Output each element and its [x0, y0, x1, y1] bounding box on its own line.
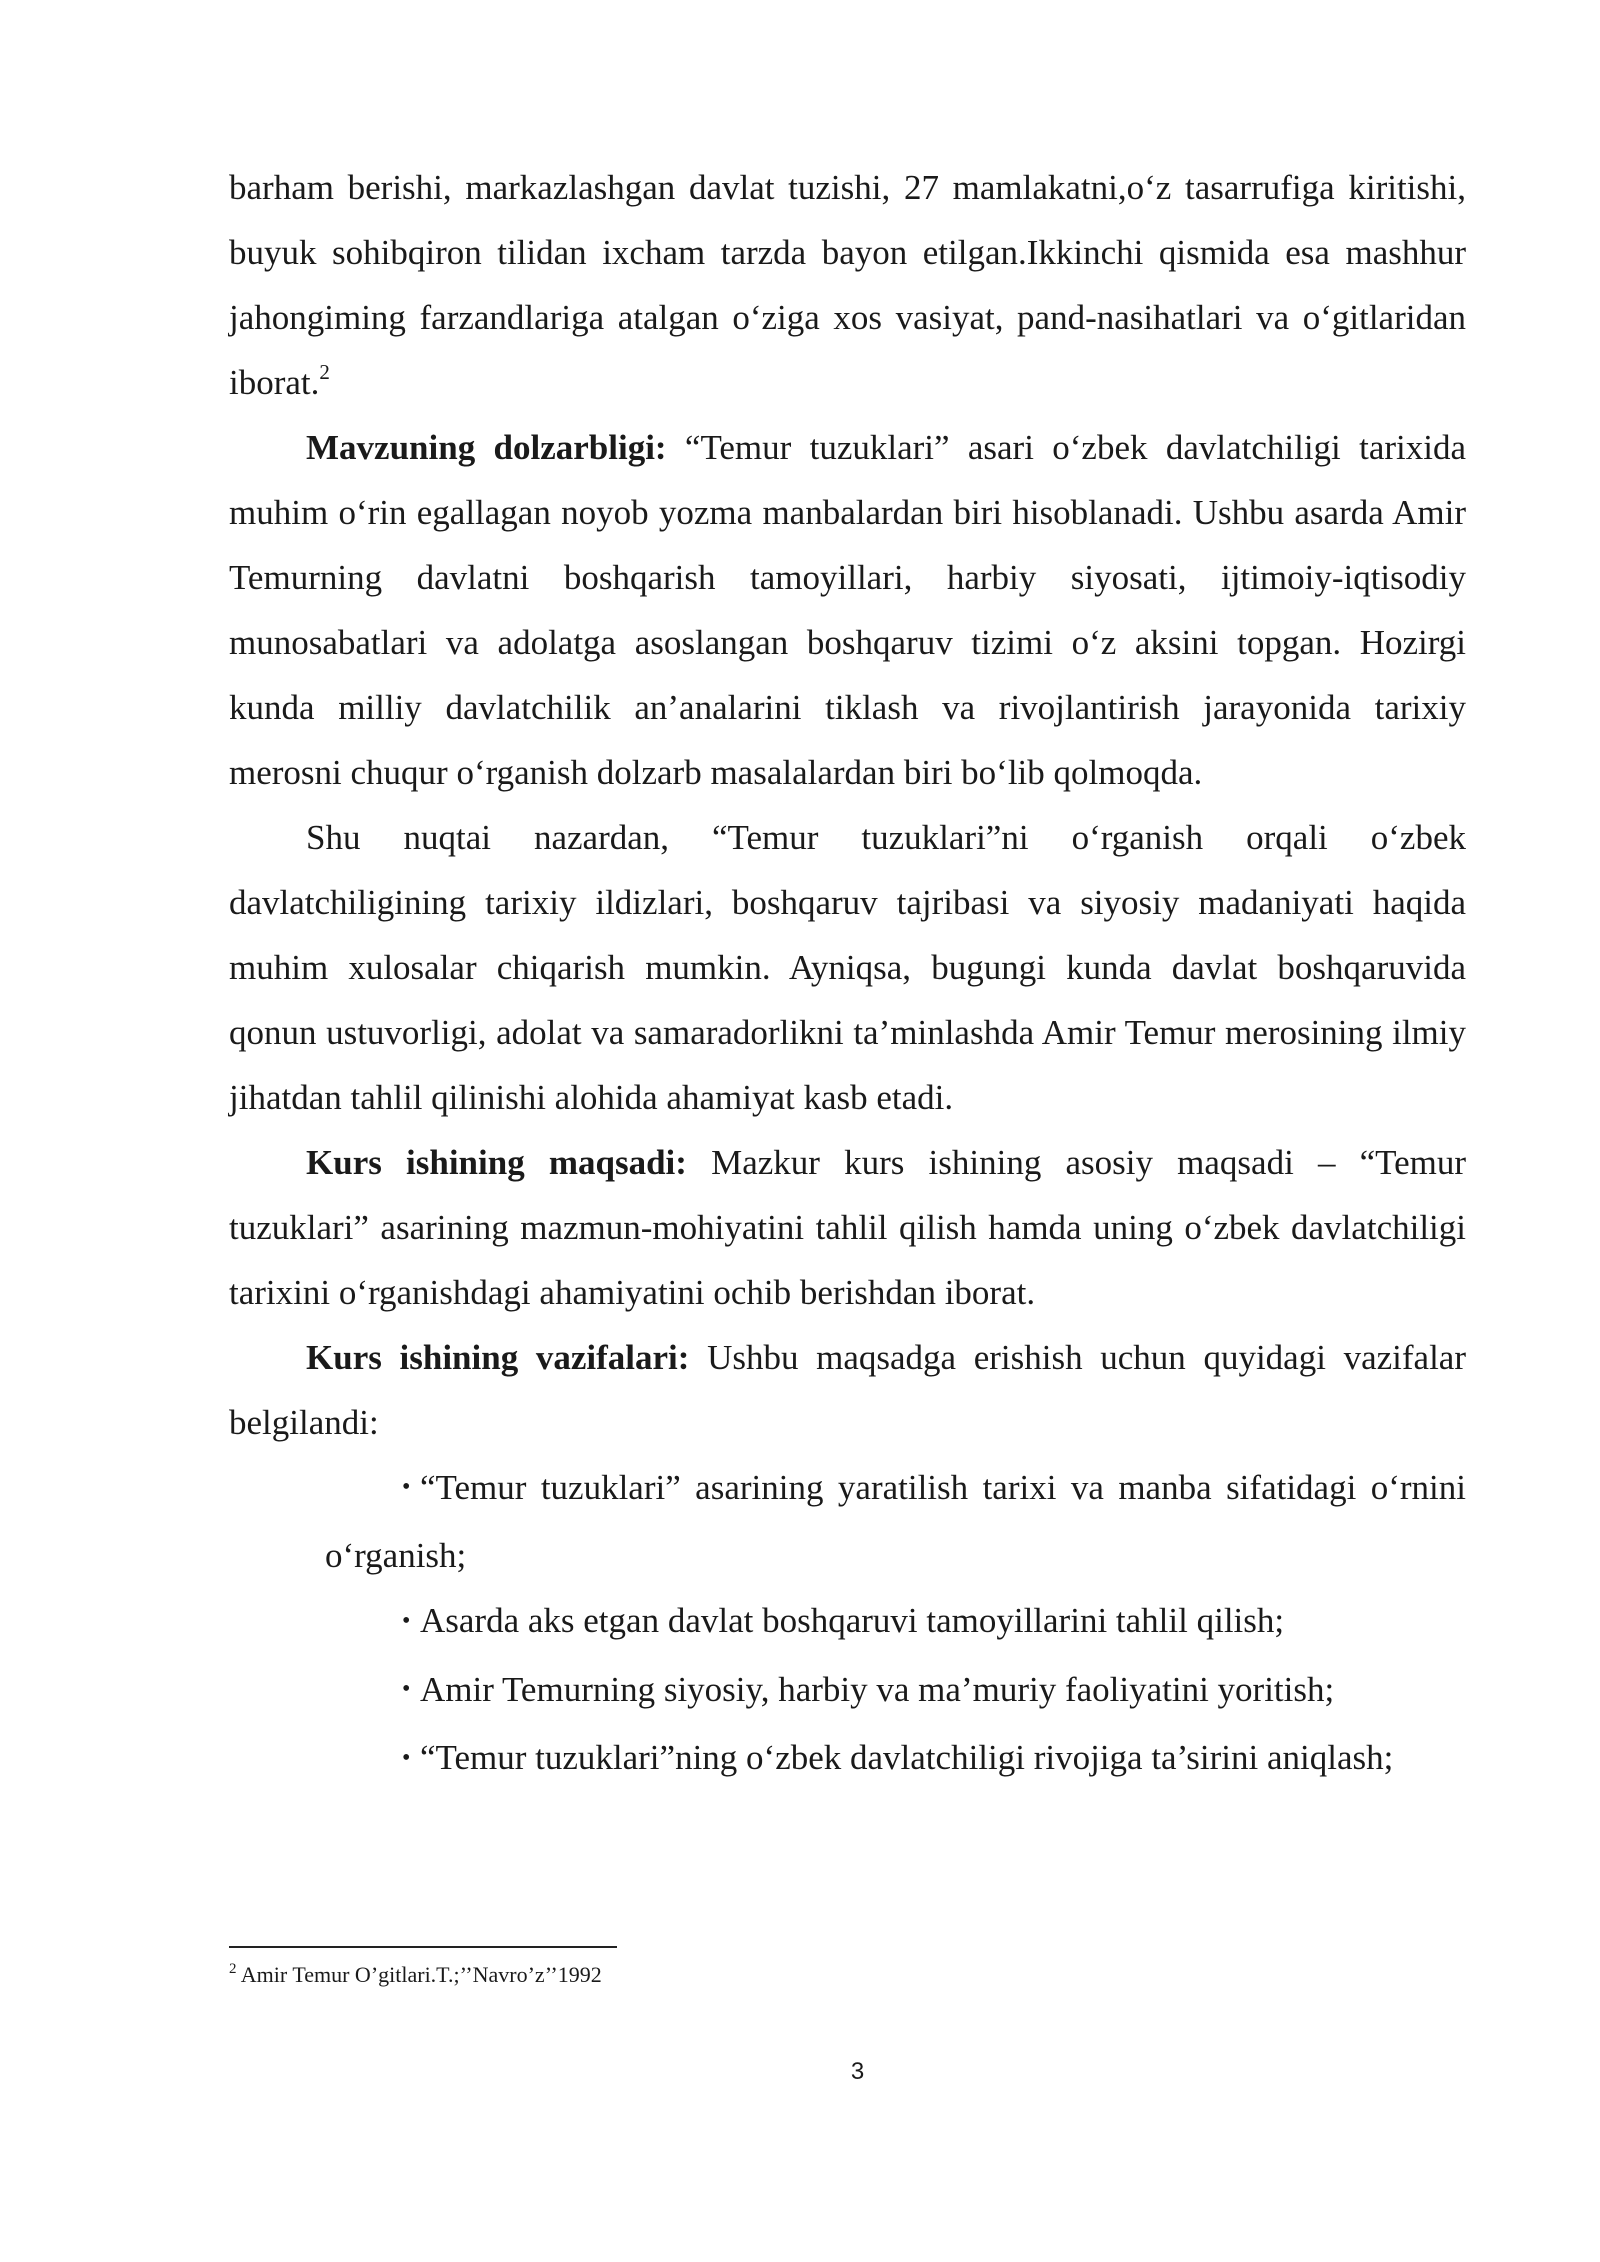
- page-number: 3: [850, 2058, 865, 2085]
- list-item-text: “Temur tuzuklari” asarining yaratilish tarixi va manba sifatidagi o‘rnini o‘rganish;: [325, 1468, 1466, 1576]
- bullet-marker: •: [402, 1607, 411, 1634]
- paragraph-perspective: [229, 805, 1466, 1130]
- paragraph-intro-continuation: [229, 155, 1466, 415]
- bullet-marker: •: [402, 1676, 411, 1703]
- paragraph-tasks: [229, 1325, 1466, 1455]
- paragraph-text: barham berishi, markazlashgan davlat tuzishi, 27 mamlakatni,o‘z tasarrufiga kiritishi, buyuk sohibqiron tilidan ixcham tarzda bayon etilgan.Ikkinchi qismida esa mashhur jahongiming farzandlariga atalgan o‘ziga xos vasiyat, pand-nasihatlari va o‘gitlaridan iborat.: [229, 168, 1466, 402]
- list-item: [325, 1657, 1466, 1725]
- list-item-text: Amir Temurning siyosiy, harbiy va ma’muriy faoliyatini yoritish;: [420, 1669, 1335, 1709]
- goal-heading: Kurs ishining maqsadi:: [306, 1143, 687, 1182]
- list-item: [325, 1588, 1466, 1656]
- paragraph-text: Ushbu maqsadga erishish uchun quyidagi vazifalar belgilandi:: [229, 1338, 1466, 1442]
- list-item-text: “Temur tuzuklari”ning o‘zbek davlatchiligi rivojiga ta’sirini aniqlash;: [420, 1738, 1394, 1778]
- relevance-heading: Mavzuning dolzarbligi:: [306, 428, 667, 467]
- body-text: [229, 155, 1466, 1794]
- footnote-number: 2: [229, 1960, 237, 1977]
- paragraph-text: Shu nuqtai nazardan, “Temur tuzuklari”ni o‘rganish orqali o‘zbek davlatchiligining tarixiy ildizlari, boshqaruv tajribasi va siyosiy madaniyati haqida muhim xulosalar chiqarish mumkin. Ayniqsa, bugungi kunda davlat boshqaruvida qonun ustuvorligi, adolat va samaradorlikni ta’minlashda Amir Temur merosining ilmiy jihatdan tahlil qilinishi alohida ahamiyat kasb etadi.: [229, 818, 1466, 1117]
- list-item-text: Asarda aks etgan davlat boshqaruvi tamoyillarini tahlil qilish;: [420, 1601, 1285, 1641]
- footnote-separator: [229, 1946, 617, 1948]
- paragraph-relevance: [229, 415, 1466, 805]
- paragraph-text: “Temur tuzuklari” asari o‘zbek davlatchiligi tarixida muhim o‘rin egallagan noyob yozma manbalardan biri hisoblanadi. Ushbu asarda Amir Temurning davlatni boshqarish tamoyillari, harbiy siyosati, ijtimoiy-iqtisodiy munosabatlari va adolatga asoslangan boshqaruv tizimi o‘z aksini topgan. Hozirgi kunda milliy davlatchilik an’analarini tiklash va rivojlantirish jarayonida tarixiy merosni chuqur o‘rganish dolzarb masalalardan biri bo‘lib qolmoqda.: [229, 428, 1466, 792]
- bullet-marker: •: [402, 1474, 411, 1501]
- paragraph-goal: [229, 1130, 1466, 1325]
- list-item: [325, 1455, 1466, 1588]
- paragraph-text: Mazkur kurs ishining asosiy maqsadi – “Temur tuzuklari” asarining mazmun-mohiyatini tahlil qilish hamda uning o‘zbek davlatchiligi tarixini o‘rganishdagi ahamiyatini ochib berishdan iborat.: [229, 1143, 1467, 1312]
- footnote: [229, 1960, 602, 1990]
- footnote-reference: 2: [319, 360, 330, 385]
- bullet-marker: •: [402, 1744, 411, 1771]
- tasks-heading: Kurs ishining vazifalari:: [306, 1338, 690, 1377]
- footnote-text: Amir Temur O’gitlari.T.;’’Navro’z’’1992: [236, 1962, 602, 1987]
- list-item: [325, 1725, 1466, 1793]
